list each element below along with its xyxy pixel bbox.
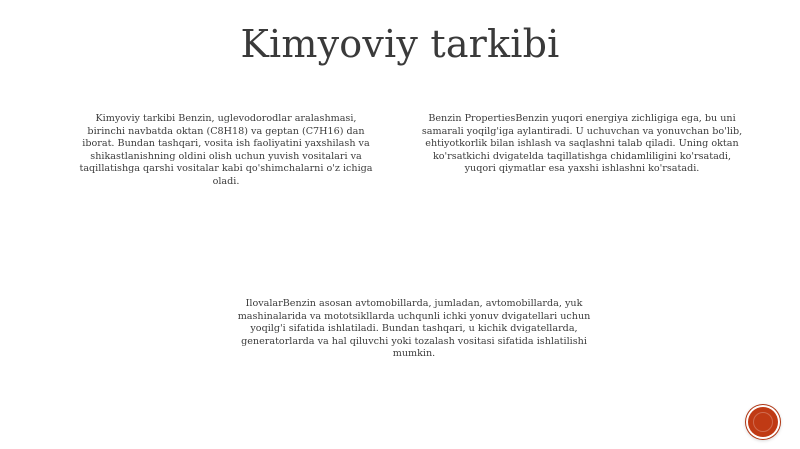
slide-title: Kimyoviy tarkibi — [240, 22, 560, 66]
properties-text: Benzin PropertiesBenzin yuqori energiya zichligiga ega, bu uni samarali yoqilg'iga aylantiradi. U uchuvchan va yonuvchan bo'lib, ehtiyotkorlik bilan ishlash va saqlashni talab qiladi. Uning oktan ko'rsatkichi dvigatelda taqillatishga chidamliligini ko'rsatadi, yuqori qiymatlar esa yaxshi ishlashni ko'rsatadi. — [421, 113, 743, 174]
circle-button-icon[interactable] — [748, 407, 778, 437]
chemical-composition-text: Kimyoviy tarkibi Benzin, uglevodorodlar aralashmasi, birinchi navbatda oktan (C8H18) va geptan (C7H16) dan iborat. Bundan tashqari, vosita ish faoliyatini yaxshilash va shikastlanishning oldini olish uchun yuvish vositalari va taqillatishga qarshi vositalar kabi qo'shimchalarni o'z ichiga oladi. — [79, 113, 373, 187]
applications-text: IlovalarBenzin asosan avtomobillarda, jumladan, avtomobillarda, yuk mashinalarida va mototsikllarda uchqunli ichki yonuv dvigatellari uchun yoqilg'i sifatida ishlatiladi. Bundan tashqari, u kichik dvigatellarda, generatorlarda va hal qiluvchi yoki tozalash vositasi sifatida ishlatilishi mumkin. — [237, 298, 591, 359]
